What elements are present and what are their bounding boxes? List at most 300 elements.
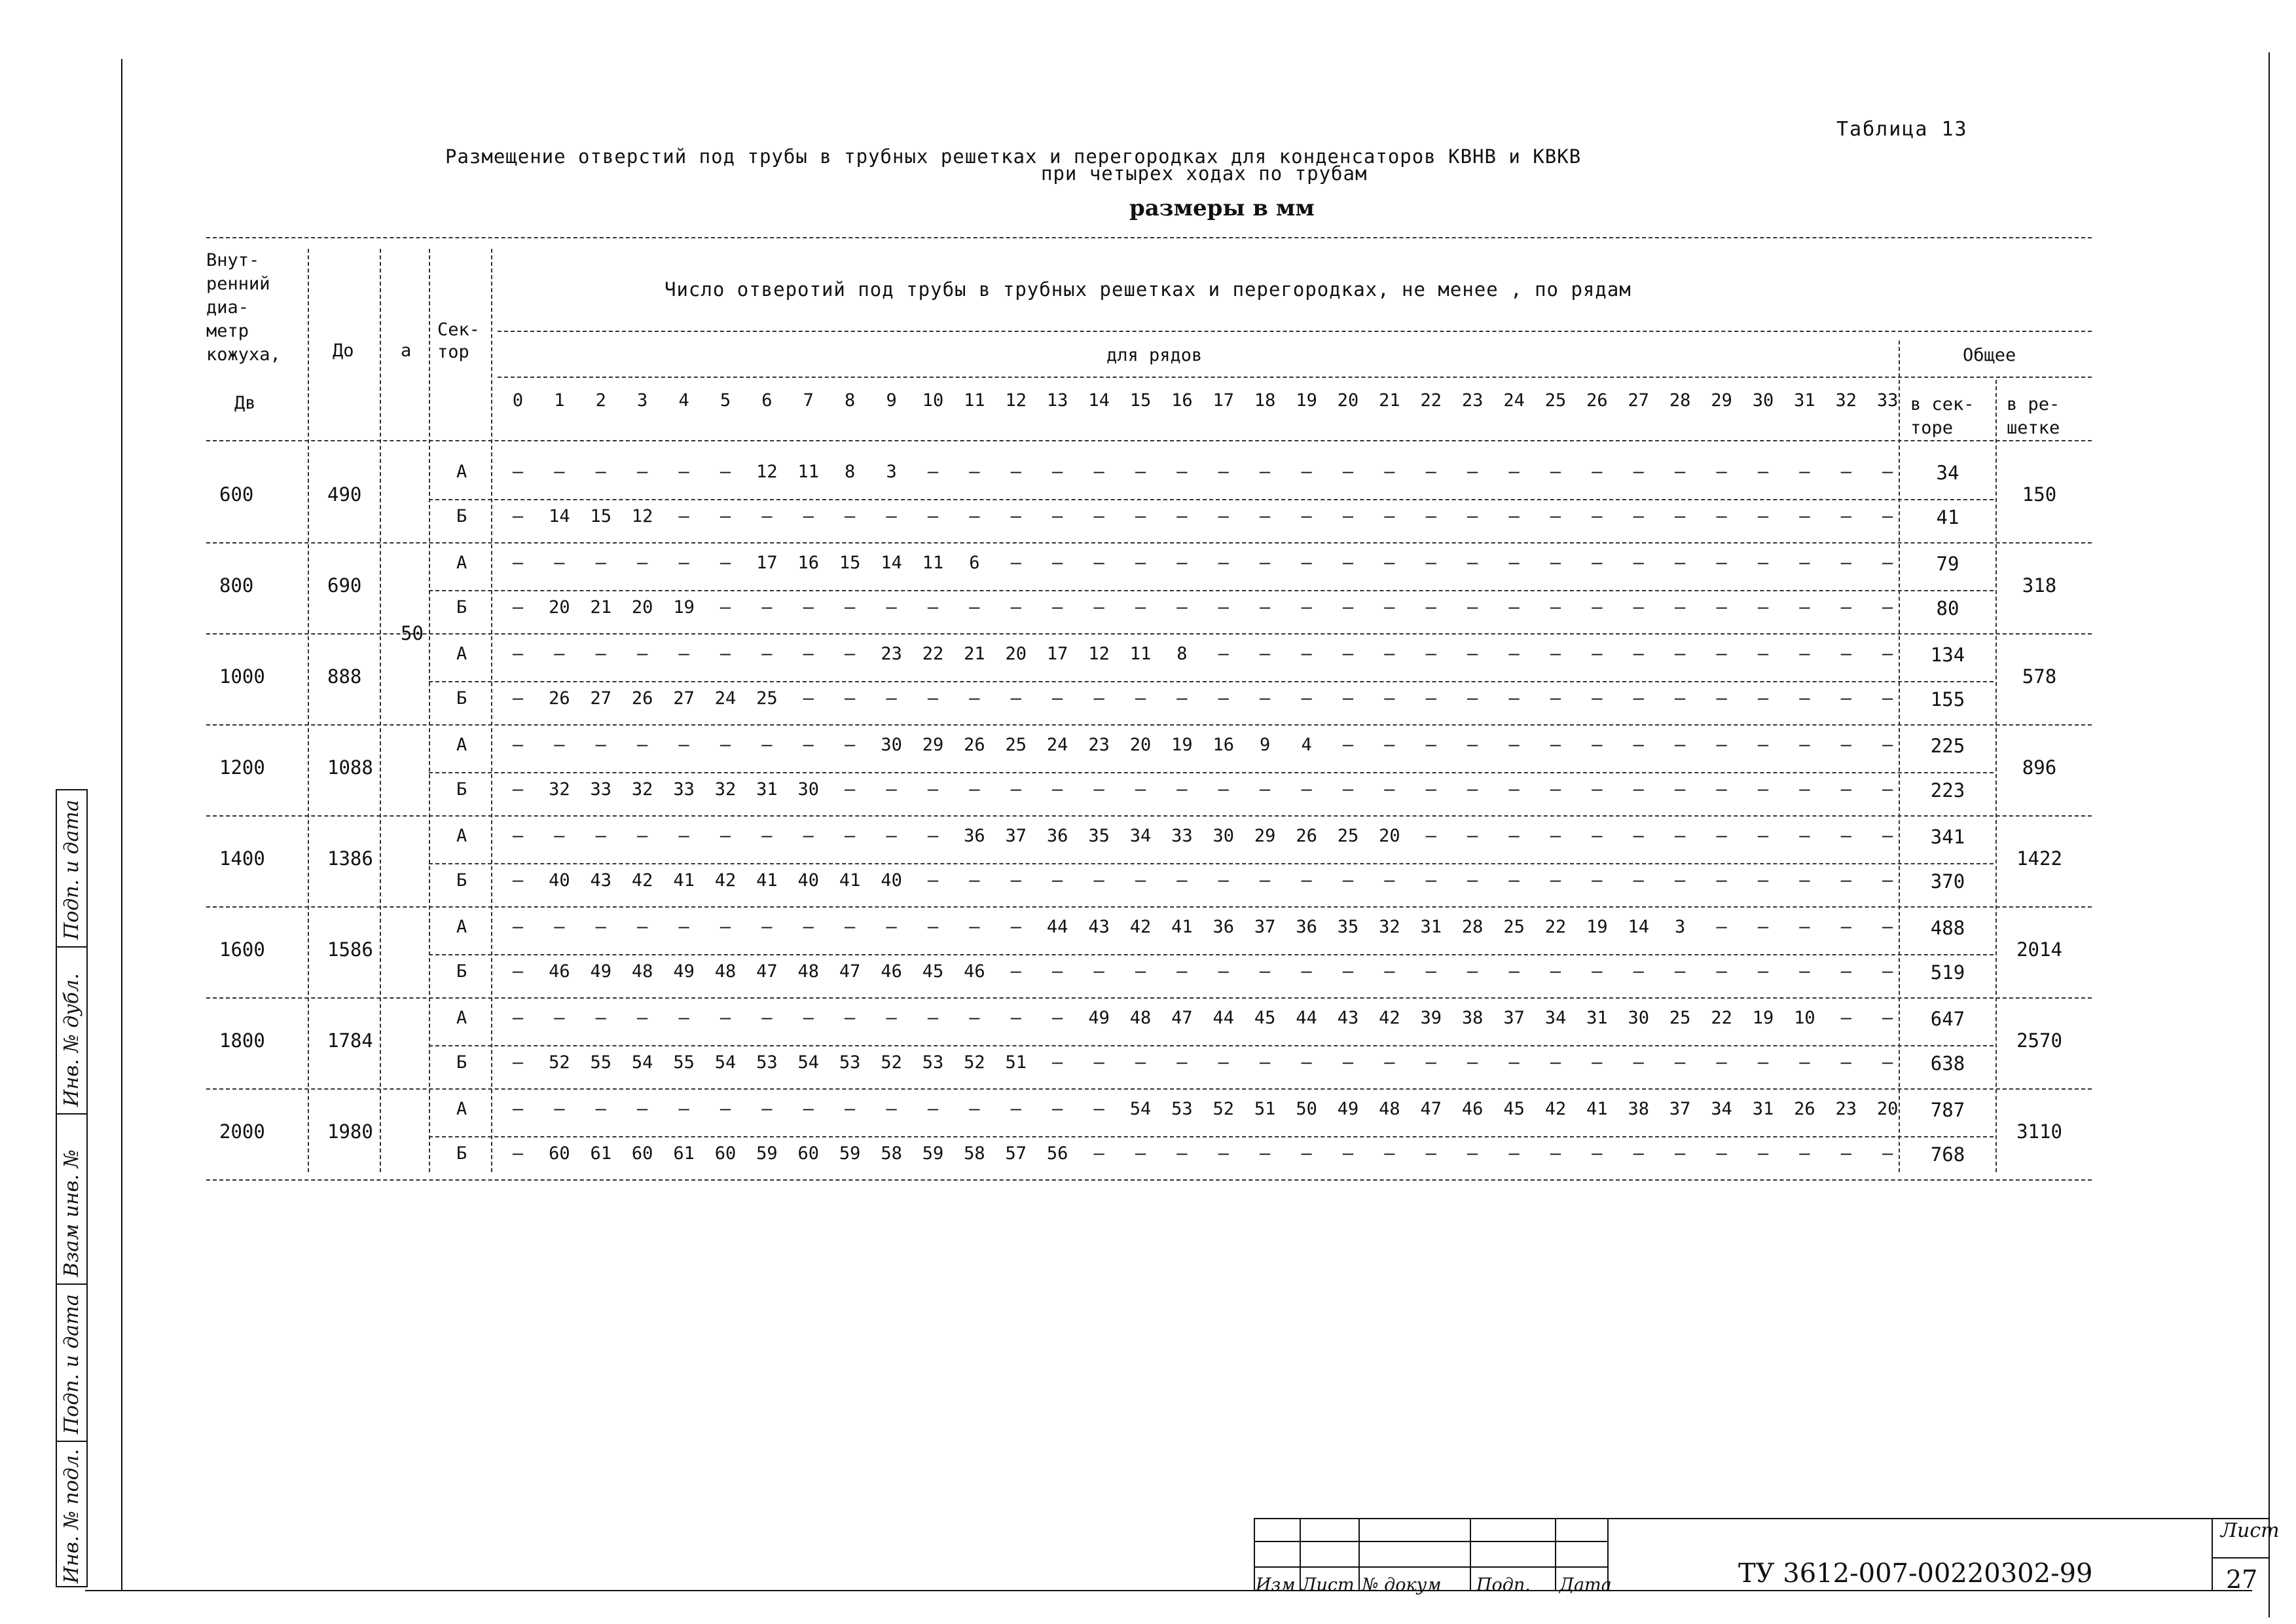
table-cell: – xyxy=(1675,961,1686,982)
table-cell: – xyxy=(720,1099,731,1119)
row-number: 25 xyxy=(1544,390,1567,411)
table-cell: 53 xyxy=(756,1052,778,1073)
table-cell: – xyxy=(1260,1143,1271,1164)
table-cell: – xyxy=(1052,870,1063,891)
table-cell: – xyxy=(1467,597,1478,618)
table-cell: – xyxy=(1052,961,1063,982)
side-stamp-div-4 xyxy=(56,1441,86,1442)
grid-total-value: 2014 xyxy=(2016,938,2062,961)
table-cell: – xyxy=(1425,553,1436,573)
table-cell: – xyxy=(1342,506,1354,526)
table-cell: – xyxy=(1508,462,1520,482)
table-cell: 30 xyxy=(1212,826,1235,846)
table-cell: – xyxy=(1882,1143,1893,1164)
table-cell: 21 xyxy=(964,644,985,664)
table-cell: – xyxy=(761,735,773,755)
table-cell: 31 xyxy=(1586,1008,1608,1028)
table-cell: – xyxy=(1882,1008,1893,1028)
table-cell: – xyxy=(1384,1143,1395,1164)
table-cell: – xyxy=(1882,553,1893,573)
table-cell: 24 xyxy=(1046,735,1068,755)
table-cell: – xyxy=(927,1008,939,1028)
table-cell: – xyxy=(512,1052,524,1073)
table-cell: – xyxy=(1882,506,1893,526)
group-separator xyxy=(206,815,2092,817)
title-block-sign: Подп. xyxy=(1476,1575,1531,1595)
group-separator xyxy=(206,906,2092,908)
table-cell: – xyxy=(1592,826,1603,846)
header-sector: Сек- тор xyxy=(437,320,481,362)
grid-total-value: 2570 xyxy=(2016,1029,2062,1052)
table-cell: – xyxy=(1799,779,1810,800)
table-cell: – xyxy=(1757,1052,1769,1073)
table-cell: 33 xyxy=(1171,826,1193,846)
sector-total-value: 638 xyxy=(1930,1052,1965,1075)
table-cell: – xyxy=(803,644,814,664)
table-cell: 60 xyxy=(714,1143,737,1164)
title-block-izm: Изм xyxy=(1256,1575,1296,1595)
table-cell: – xyxy=(512,917,524,937)
table-cell: – xyxy=(1508,779,1520,800)
header-a: a xyxy=(401,341,412,361)
table-cell: – xyxy=(1467,688,1478,709)
table-cell: – xyxy=(1176,779,1188,800)
table-cell: – xyxy=(886,597,897,618)
table-cell: 8 xyxy=(1176,644,1188,664)
table-cell: – xyxy=(554,735,565,755)
table-cell: – xyxy=(1675,826,1686,846)
table-cell: 4 xyxy=(1301,735,1312,755)
header-for-rows: для рядов xyxy=(1106,345,1203,365)
table-cell: 41 xyxy=(756,870,778,891)
sector-label: А xyxy=(456,917,467,937)
table-cell: 38 xyxy=(1461,1008,1484,1028)
table-cell: 42 xyxy=(714,870,737,891)
table-cell: – xyxy=(1467,735,1478,755)
table-cell: – xyxy=(845,735,856,755)
table-cell: – xyxy=(1052,779,1063,800)
inner-diameter-value: 1400 xyxy=(219,847,265,870)
table-cell: 26 xyxy=(631,688,653,709)
sector-label: А xyxy=(456,1008,467,1028)
sector-label: Б xyxy=(456,1052,467,1073)
group-separator xyxy=(206,542,2092,544)
table-cell: – xyxy=(969,870,980,891)
table-cell: – xyxy=(1882,1052,1893,1073)
row-number: 2 xyxy=(595,390,606,411)
table-cell: 37 xyxy=(1005,826,1027,846)
table-cell: – xyxy=(1384,1052,1395,1073)
table-cell: – xyxy=(845,597,856,618)
sector-total-value: 768 xyxy=(1930,1143,1965,1166)
table-cell: – xyxy=(1840,644,1851,664)
table-cell: – xyxy=(1342,553,1354,573)
table-cell: 47 xyxy=(1420,1099,1442,1119)
table-cell: 34 xyxy=(1129,826,1152,846)
sector-label: Б xyxy=(456,870,467,891)
table-cell: 35 xyxy=(1337,917,1359,937)
table-cell: – xyxy=(1799,1143,1810,1164)
table-cell: 56 xyxy=(1046,1143,1068,1164)
table-cell: – xyxy=(845,779,856,800)
table-cell: – xyxy=(1675,462,1686,482)
table-cell: 43 xyxy=(1337,1008,1359,1028)
table-cell: – xyxy=(1840,870,1851,891)
table-cell: 22 xyxy=(1711,1008,1732,1028)
table-cell: – xyxy=(1633,1052,1644,1073)
table-subtitle: при четырех ходах по трубам xyxy=(1041,162,1368,185)
table-cell: – xyxy=(1550,1143,1561,1164)
table-cell: – xyxy=(1010,688,1021,709)
table-cell: – xyxy=(1342,779,1354,800)
header-holes-count: Число отверотий под трубы в трубных решетках и перегородках, не менее , по рядам xyxy=(665,278,1631,301)
table-cell: – xyxy=(1301,597,1312,618)
sector-separator xyxy=(429,954,1994,955)
table-cell: – xyxy=(1425,826,1436,846)
table-cell: – xyxy=(1176,961,1188,982)
table-cell: – xyxy=(720,597,731,618)
row-number: 21 xyxy=(1379,390,1400,411)
inner-diameter-value: 2000 xyxy=(219,1120,265,1143)
table-cell: – xyxy=(927,597,939,618)
table-cell: – xyxy=(1757,506,1769,526)
table-cell: 15 xyxy=(590,506,612,526)
table-cell: 3 xyxy=(1675,917,1686,937)
table-cell: 38 xyxy=(1628,1099,1650,1119)
header-total: Общее xyxy=(1963,345,2016,365)
sector-total-value: 519 xyxy=(1930,961,1965,984)
table-cell: 51 xyxy=(1005,1052,1027,1073)
table-cell: 37 xyxy=(1254,917,1276,937)
table-cell: 41 xyxy=(1586,1099,1608,1119)
table-cell: – xyxy=(1467,1052,1478,1073)
sector-total-value: 787 xyxy=(1930,1099,1965,1121)
table-cell: – xyxy=(1260,597,1271,618)
row-number: 22 xyxy=(1420,390,1442,411)
group-separator xyxy=(206,997,2092,999)
table-cell: 60 xyxy=(631,1143,653,1164)
table-cell: – xyxy=(1716,644,1727,664)
table-cell: 14 xyxy=(881,553,902,573)
row-number: 24 xyxy=(1503,390,1525,411)
table-cell: – xyxy=(1342,644,1354,664)
table-cell: – xyxy=(1218,688,1229,709)
table-cell: – xyxy=(1757,961,1769,982)
table-cell: – xyxy=(1799,644,1810,664)
bottom-border-line xyxy=(85,1590,2252,1591)
table-cell: – xyxy=(1757,779,1769,800)
table-cell: – xyxy=(1218,597,1229,618)
table-cell: – xyxy=(1799,553,1810,573)
table-cell: – xyxy=(1675,688,1686,709)
table-cell: 30 xyxy=(881,735,902,755)
table-cell: – xyxy=(720,506,731,526)
table-cell: – xyxy=(1840,826,1851,846)
table-cell: – xyxy=(1467,779,1478,800)
table-cell: 34 xyxy=(1711,1099,1732,1119)
header-inner-diameter: Внут- ренний диа- метр кожуха, xyxy=(206,250,281,365)
table-cell: – xyxy=(845,506,856,526)
table-cell: – xyxy=(1093,1143,1104,1164)
table-cell: 60 xyxy=(797,1143,820,1164)
table-cell: 33 xyxy=(590,779,612,800)
table-cell: – xyxy=(1799,961,1810,982)
table-cell: – xyxy=(1093,870,1104,891)
table-cell: – xyxy=(1384,961,1395,982)
table-cell: – xyxy=(886,917,897,937)
title-block-doc-no: № докум xyxy=(1362,1575,1442,1595)
sheet-label: Лист xyxy=(2221,1519,2280,1542)
inner-diameter-value: 1800 xyxy=(219,1029,265,1052)
sector-total-value: 134 xyxy=(1930,644,1965,666)
table-cell: – xyxy=(554,826,565,846)
table-cell: – xyxy=(761,644,773,664)
table-cell: – xyxy=(1716,1052,1727,1073)
inner-diameter-value: 1600 xyxy=(219,938,265,961)
table-cell: – xyxy=(1010,961,1021,982)
table-cell: – xyxy=(1384,597,1395,618)
table-cell: – xyxy=(1384,779,1395,800)
table-cell: – xyxy=(1550,1052,1561,1073)
table-cell: – xyxy=(1384,644,1395,664)
table-cell: – xyxy=(1425,1143,1436,1164)
table-cell: 48 xyxy=(714,961,737,982)
table-cell: – xyxy=(1840,553,1851,573)
table-cell: 23 xyxy=(1088,735,1110,755)
row-number: 11 xyxy=(964,390,985,411)
table-cell: – xyxy=(512,961,524,982)
table-cell: – xyxy=(1716,870,1727,891)
table-cell: – xyxy=(1052,597,1063,618)
do-value: 888 xyxy=(327,665,362,688)
table-cell: 39 xyxy=(1420,1008,1442,1028)
row-number: 1 xyxy=(554,390,565,411)
table-cell: – xyxy=(1301,1143,1312,1164)
table-cell: – xyxy=(1093,597,1104,618)
do-value: 490 xyxy=(327,483,362,506)
table-cell: – xyxy=(512,779,524,800)
sector-total-value: 488 xyxy=(1930,917,1965,939)
sector-label: А xyxy=(456,462,467,482)
table-cell: 22 xyxy=(922,644,944,664)
do-value: 1386 xyxy=(327,847,373,870)
table-cell: – xyxy=(1840,1052,1851,1073)
table-cell: – xyxy=(1633,1143,1644,1164)
table-cell: – xyxy=(1052,506,1063,526)
col-sep-totals xyxy=(1995,380,1997,1172)
row-number: 3 xyxy=(637,390,648,411)
table-cell: 41 xyxy=(1171,917,1193,937)
table-cell: – xyxy=(1342,597,1354,618)
table-cell: – xyxy=(595,735,606,755)
table-cell: 46 xyxy=(1461,1099,1484,1119)
table-cell: – xyxy=(1301,462,1312,482)
table-cell: – xyxy=(637,462,648,482)
table-cell: 12 xyxy=(631,506,653,526)
table-cell: – xyxy=(637,735,648,755)
table-cell: – xyxy=(554,553,565,573)
table-cell: – xyxy=(637,1099,648,1119)
table-cell: – xyxy=(886,826,897,846)
table-cell: – xyxy=(1467,553,1478,573)
table-cell: 32 xyxy=(549,779,570,800)
table-cell: – xyxy=(1135,779,1146,800)
header-dv: Дв xyxy=(234,393,256,413)
table-cell: 49 xyxy=(1088,1008,1110,1028)
table-cell: – xyxy=(1260,779,1271,800)
table-cell: – xyxy=(637,826,648,846)
table-cell: – xyxy=(1342,870,1354,891)
table-cell: – xyxy=(512,644,524,664)
table-cell: – xyxy=(803,506,814,526)
table-cell: – xyxy=(512,735,524,755)
table-cell: 25 xyxy=(1503,917,1525,937)
sector-total-value: 647 xyxy=(1930,1008,1965,1030)
table-cell: – xyxy=(720,644,731,664)
table-cell: – xyxy=(1176,462,1188,482)
table-cell: – xyxy=(1716,462,1727,482)
row-number: 18 xyxy=(1254,390,1276,411)
table-cell: 46 xyxy=(964,961,985,982)
row-number: 0 xyxy=(512,390,524,411)
a-value: 50 xyxy=(401,622,424,644)
sector-separator xyxy=(429,1136,1994,1137)
col-sep-a xyxy=(429,249,430,1172)
table-cell: – xyxy=(1840,462,1851,482)
table-cell: 27 xyxy=(673,688,695,709)
table-cell: – xyxy=(1882,779,1893,800)
sector-label: Б xyxy=(456,961,467,982)
table-cell: 58 xyxy=(881,1143,902,1164)
table-cell: – xyxy=(720,553,731,573)
table-title: Размещение отверстий под трубы в трубных решетках и перегородках для конденсаторов КВНВ и КВКВ xyxy=(445,145,1582,168)
table-cell: – xyxy=(761,826,773,846)
table-cell: 23 xyxy=(881,644,902,664)
header-bottom-rule xyxy=(206,440,2092,441)
table-cell: 29 xyxy=(1254,826,1276,846)
table-cell: – xyxy=(1592,870,1603,891)
title-block-list: Лист xyxy=(1302,1575,1355,1595)
table-cell: – xyxy=(761,1099,773,1119)
table-cell: 37 xyxy=(1503,1008,1525,1028)
table-cell: – xyxy=(969,917,980,937)
table-cell: – xyxy=(1093,506,1104,526)
table-cell: – xyxy=(927,826,939,846)
table-cell: – xyxy=(1592,597,1603,618)
table-cell: 40 xyxy=(881,870,902,891)
row-number: 17 xyxy=(1212,390,1235,411)
table-cell: 40 xyxy=(797,870,820,891)
table-cell: 47 xyxy=(839,961,861,982)
table-cell: – xyxy=(1384,462,1395,482)
row-number: 15 xyxy=(1129,390,1152,411)
row-number: 20 xyxy=(1337,390,1359,411)
table-cell: – xyxy=(1260,506,1271,526)
table-cell: – xyxy=(1592,462,1603,482)
table-cell: – xyxy=(927,917,939,937)
sector-label: Б xyxy=(456,1143,467,1164)
table-cell: 59 xyxy=(922,1143,944,1164)
table-cell: 26 xyxy=(1794,1099,1815,1119)
table-cell: – xyxy=(886,779,897,800)
table-cell: – xyxy=(1010,870,1021,891)
table-cell: 49 xyxy=(673,961,695,982)
table-cell: – xyxy=(1010,462,1021,482)
table-cell: – xyxy=(1757,870,1769,891)
sector-separator xyxy=(429,499,1994,500)
table-cell: 52 xyxy=(881,1052,902,1073)
sector-separator xyxy=(429,772,1994,773)
table-cell: – xyxy=(1425,506,1436,526)
table-cell: – xyxy=(512,553,524,573)
table-cell: – xyxy=(1093,961,1104,982)
row-number: 33 xyxy=(1876,390,1899,411)
table-cell: – xyxy=(927,506,939,526)
row-number: 7 xyxy=(803,390,814,411)
table-cell: 57 xyxy=(1005,1143,1027,1164)
sector-total-value: 223 xyxy=(1930,779,1965,802)
table-cell: – xyxy=(1592,553,1603,573)
table-cell: – xyxy=(1840,961,1851,982)
table-cell: – xyxy=(637,553,648,573)
table-top-rule xyxy=(206,237,2092,238)
sector-separator xyxy=(429,681,1994,682)
table-cell: – xyxy=(1052,688,1063,709)
table-cell: – xyxy=(969,597,980,618)
table-cell: 53 xyxy=(1171,1099,1193,1119)
do-value: 1586 xyxy=(327,938,373,961)
table-cell: – xyxy=(1467,961,1478,982)
table-cell: – xyxy=(512,462,524,482)
table-cell: 55 xyxy=(673,1052,695,1073)
table-cell: 19 xyxy=(1171,735,1193,755)
table-cell: – xyxy=(678,735,689,755)
table-cell: 54 xyxy=(631,1052,653,1073)
table-cell: – xyxy=(1840,735,1851,755)
col-sep-diam xyxy=(308,249,309,1172)
table-cell: 17 xyxy=(1046,644,1068,664)
table-cell: – xyxy=(1633,506,1644,526)
table-cell: 25 xyxy=(1669,1008,1691,1028)
table-cell: – xyxy=(1633,735,1644,755)
table-cell: – xyxy=(1093,688,1104,709)
table-cell: – xyxy=(1052,553,1063,573)
table-cell: – xyxy=(1176,870,1188,891)
side-stamp-div-2 xyxy=(56,1113,86,1115)
table-cell: – xyxy=(1218,644,1229,664)
table-cell: 9 xyxy=(1260,735,1271,755)
sector-label: А xyxy=(456,644,467,664)
table-cell: – xyxy=(512,688,524,709)
table-cell: – xyxy=(1633,462,1644,482)
sector-total-value: 225 xyxy=(1930,735,1965,757)
table-cell: – xyxy=(1716,688,1727,709)
table-cell: – xyxy=(803,826,814,846)
table-cell: 11 xyxy=(922,553,944,573)
table-cell: 3 xyxy=(886,462,897,482)
table-cell: – xyxy=(1052,1008,1063,1028)
sector-total-value: 34 xyxy=(1936,462,1959,484)
table-cell: – xyxy=(1135,870,1146,891)
table-cell: – xyxy=(720,462,731,482)
table-cell: 29 xyxy=(922,735,944,755)
table-cell: – xyxy=(1592,1143,1603,1164)
table-cell: – xyxy=(1799,462,1810,482)
do-value: 1088 xyxy=(327,756,373,779)
table-cell: 61 xyxy=(590,1143,612,1164)
table-cell: – xyxy=(1260,644,1271,664)
table-cell: 32 xyxy=(1379,917,1400,937)
